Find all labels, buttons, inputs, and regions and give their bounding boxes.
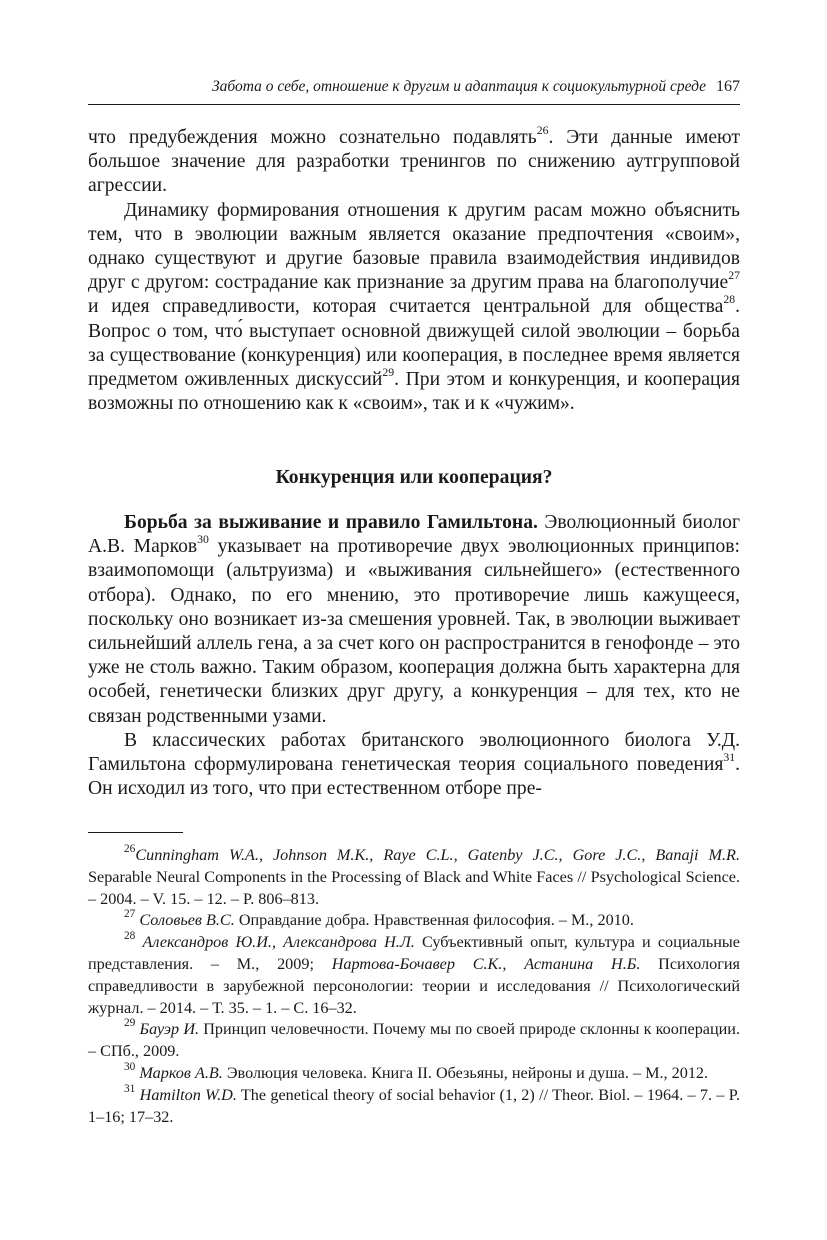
footnote-ref-30: 30: [197, 532, 209, 546]
footnote-ref-29: 29: [382, 365, 395, 379]
footnote-ref-26: 26: [536, 123, 549, 137]
footnote-text: Оправдание добра. Нравственная философия. – М., 2010.: [234, 911, 634, 930]
body-text-section: [88, 511, 740, 801]
footnote-28: [88, 932, 740, 1019]
paragraph-3-text: Эволюционный биолог А.В. Марков: [88, 512, 740, 558]
footnote-author: Марков А.В.: [139, 1063, 223, 1082]
footnote-number: 26: [124, 842, 136, 855]
footnote-number: 27: [124, 908, 136, 921]
footnote-author: Hamilton W.D.: [139, 1085, 237, 1104]
footnote-text: Separable Neural Components in the Processing of Black and White Faces // Psychological Science. – 2004. – V. 15. – 12. – P. 806–813.: [88, 867, 740, 908]
footnote-author: Cunningham W.A., Johnson M.K., Raye C.L., Gatenby J.C., Gore J.C., Banaji M.R.: [135, 846, 740, 864]
footnote-ref-27: 27: [728, 268, 740, 282]
paragraph-4: [88, 729, 740, 802]
footnote-text: Эволюция человека. Книга II. Обезьяны, нейроны и душа. – М., 2012.: [222, 1063, 709, 1082]
footnote-number: 30: [124, 1060, 136, 1073]
footnote-26: [88, 842, 740, 910]
run-in-heading: Борьба за выживание и правило Гамильтона.: [124, 512, 538, 533]
footnote-author: Соловьев В.С.: [139, 911, 235, 930]
footnote-number: 28: [124, 930, 136, 943]
paragraph-3: [88, 511, 740, 729]
footnote-31: [88, 1082, 741, 1129]
footnote-number: 29: [124, 1017, 136, 1030]
paragraph-1-text: что предубеждения можно сознательно подавлять: [88, 127, 537, 148]
running-header-title: Забота о себе, отношение к другим и адаптация к социокультурной среде: [212, 78, 706, 95]
footnote-text: The genetical theory of social behavior (1, 2) // Theor. Biol. – 1964. – 7. – P. 1–16; 17–32.: [88, 1085, 741, 1126]
paragraph-2-text-cont3: . При этом и конкуренция, и кооперация возможны по отношению как к «своим», так и к «чужим».: [88, 369, 741, 415]
paragraph-2-text: Динамику формирования отношения к другим расам можно объяснить тем, что в эволюции важным является оказание предпочтения «своим», однако существуют и другие базовые правила взаимодействия индивидов друг с другом: сострадание как признание за другим права на благополучие: [88, 199, 740, 294]
page-number: 167: [716, 78, 740, 95]
paragraph-4-text-cont: . Он исходил из того, что при естественном отборе пре-: [88, 754, 740, 800]
paragraph-3-text-cont: указывает на противоречие двух эволюционных принципов: взаимопомощи (альтруизма) и «выживания сильнейшего» (естественного отбора). Однако, по его мнению, это противоречие лишь кажущееся, поскольку оно возникает из-за смешения уровней. Так, в эволюции выживает сильнейший аллель гена, а за счет кого он распространится в генофонде – это уже не столь важно. Таким образом, кооперация должна быть характерна для особей, генетически близких друг другу, а конкуренция – для тех, кто не связан родственными узами.: [88, 536, 741, 727]
footnote-27: [88, 910, 740, 932]
header-rule: [88, 104, 740, 105]
footnote-30: [88, 1060, 740, 1085]
running-header: [88, 77, 740, 97]
footnote-separator: [88, 832, 183, 833]
footnote-ref-28: 28: [723, 293, 736, 307]
section-heading: Конкуренция или кооперация?: [275, 467, 553, 488]
body-text-top: [88, 123, 741, 416]
paragraph-2-text-cont2: . Вопрос о том, что́ выступает основной движущей силой эволюции – борьба за существование (конкуренция) или кооперация, в последнее время является предметом оживленных дискуссий: [88, 296, 740, 391]
paragraph-1: [88, 123, 740, 199]
paragraph-2: [88, 199, 740, 417]
paragraph-4-text: В классических работах британского эволюционного биолога У.Д. Гамильтона сформулирована генетическая теория социального поведения: [88, 729, 740, 776]
footnote-29: [88, 1019, 740, 1063]
footnote-text: Принцип человечности. Почему мы по своей природе склонны к кооперации. – СПб., 2009.: [88, 1020, 741, 1061]
footnote-text: Субъективный опыт, культура и социальные представления. – М., 2009;: [88, 933, 740, 973]
footnote-author: Александров Ю.И., Александрова Н.Л.: [142, 933, 415, 952]
paragraph-1-text-cont: . Эти данные имеют большое значение для разработки тренингов по снижению аутгрупповой агрессии.: [88, 127, 740, 197]
footnote-author: Бауэр И.: [139, 1020, 200, 1039]
footnote-number: 31: [124, 1082, 136, 1095]
footnote-text-2: Психология справедливости в зарубежной персонологии: теории и исследования // Психологический журнал. – 2014. – Т. 35. – 1. – С. 16–32.: [88, 954, 740, 1017]
footnote-author-2: Нартова-Бочавер С.К., Астанина Н.Б.: [331, 954, 641, 973]
paragraph-2-text-cont: и идея справедливости, которая считается центральной для общества: [88, 296, 724, 318]
footnotes: [88, 842, 741, 1128]
footnote-ref-31: 31: [723, 750, 736, 764]
